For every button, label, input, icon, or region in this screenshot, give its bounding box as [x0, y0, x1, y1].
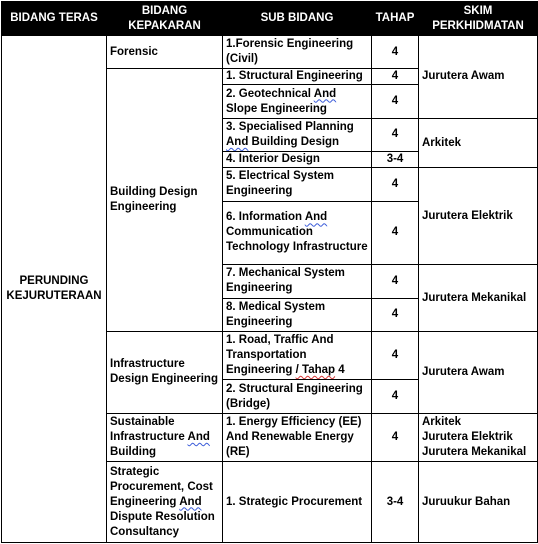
tahap-b1: 4	[372, 69, 419, 85]
tahap-b3: 4	[372, 118, 419, 151]
header-sub-bidang: SUB BIDANG	[223, 2, 372, 36]
sub-i1-wavy: / Tahap	[295, 364, 336, 377]
sub-i1-pre: 1. Road, Traffic And Transportation Engineering	[226, 334, 334, 377]
kepakaran-strategic-post: Dispute Resolution Consultancy	[110, 510, 215, 538]
kepakaran-infra: Infrastructure Design Engineering	[107, 331, 223, 413]
skim-s-mekanikal: Jurutera Mekanikal	[422, 445, 527, 458]
sub-b5: 5. Electrical System Engineering	[223, 168, 372, 201]
skim-awam-1: Jurutera Awam	[419, 36, 538, 119]
tahap-b2: 4	[372, 85, 419, 118]
tahap-b4: 3-4	[372, 152, 419, 168]
sub-s1: 1. Energy Efficiency (EE) And Renewable Energy (RE)	[223, 413, 372, 461]
bidang-teras-cell: PERUNDING KEJURUTERAAN	[2, 36, 107, 543]
table-row	[2, 36, 538, 69]
skim-mekanikal-1: Jurutera Mekanikal	[419, 265, 538, 332]
skim-sustainable	[419, 413, 538, 461]
tahap-i1: 4	[372, 331, 419, 379]
sub-i2: 2. Structural Engineering (Bridge)	[223, 380, 372, 413]
skim-awam-2: Jurutera Awam	[419, 331, 538, 413]
kepakaran-sustainable-post: Building	[110, 445, 156, 458]
tahap-forensic: 4	[372, 36, 419, 69]
skim-s-elektrik: Jurutera Elektrik	[422, 430, 513, 443]
sub-b3-post: Building Design	[248, 135, 340, 148]
tahap-b7: 4	[372, 265, 419, 298]
sub-b3-pre: 3. Specialised Planning	[226, 120, 354, 133]
bidang-table	[1, 1, 538, 543]
skim-s-arkitek: Arkitek	[422, 415, 461, 428]
header-tahap: TAHAP	[372, 2, 419, 36]
kepakaran-building: Building Design Engineering	[107, 69, 223, 332]
sub-b4: 4. Interior Design	[223, 152, 372, 168]
sub-p1: 1. Strategic Procurement	[223, 462, 372, 543]
kepakaran-strategic	[107, 462, 223, 543]
sub-b7: 7. Mechanical System Engineering	[223, 265, 372, 298]
tahap-i2: 4	[372, 380, 419, 413]
sub-b1: 1. Structural Engineering	[223, 69, 372, 85]
skim-juruukur: Juruukur Bahan	[419, 462, 538, 543]
header-bidang-teras: BIDANG TERAS	[2, 2, 107, 36]
sub-forensic: 1.Forensic Engineering (Civil)	[223, 36, 372, 69]
sub-b3	[223, 118, 372, 151]
kepakaran-sustainable-pre: Sustainable Infrastructure	[110, 415, 188, 443]
sub-b3-and: And	[226, 135, 249, 148]
kepakaran-strategic-and: And	[179, 495, 202, 508]
sub-i1-post: 4	[335, 364, 345, 377]
sub-b6	[223, 201, 372, 265]
skim-elektrik-1: Jurutera Elektrik	[419, 168, 538, 265]
tahap-b5: 4	[372, 168, 419, 201]
kepakaran-forensic: Forensic	[107, 36, 223, 69]
tahap-s1: 4	[372, 413, 419, 461]
kepakaran-strategic-pre: Strategic Procurement, Cost Engineering	[110, 465, 213, 508]
skim-arkitek-1: Arkitek	[419, 118, 538, 167]
sub-b6-post: Communication Technology Infrastructure	[226, 226, 368, 254]
header-bidang-kepakaran: BIDANG KEPAKARAN	[107, 2, 223, 36]
header-row	[2, 2, 538, 36]
sub-b2-pre: 2. Geotechnical	[226, 87, 314, 100]
sub-b2	[223, 85, 372, 118]
tahap-b6: 4	[372, 201, 419, 265]
sub-i1	[223, 331, 372, 379]
kepakaran-sustainable	[107, 413, 223, 461]
kepakaran-sustainable-and: And	[187, 430, 210, 443]
header-skim: SKIM PERKHIDMATAN	[419, 2, 538, 36]
sub-b6-pre: 6. Information	[226, 211, 305, 224]
sub-b8: 8. Medical System Engineering	[223, 298, 372, 331]
tahap-p1: 3-4	[372, 462, 419, 543]
sub-b2-post: Slope Engineering	[226, 102, 327, 115]
sub-b6-and: And	[304, 211, 328, 224]
sub-b2-and: And	[313, 87, 337, 100]
tahap-b8: 4	[372, 298, 419, 331]
